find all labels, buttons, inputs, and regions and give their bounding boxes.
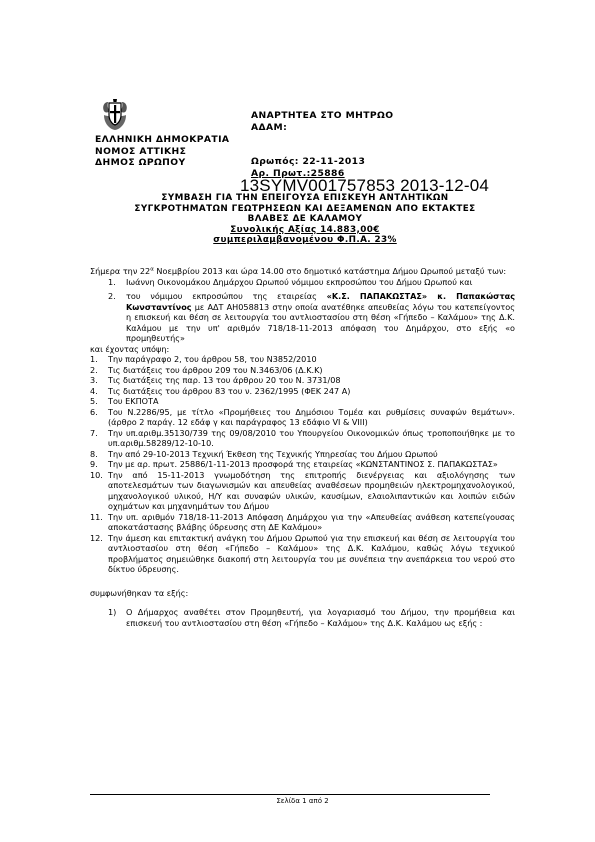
protocol-number: Αρ. Πρωτ.:25886 bbox=[251, 168, 345, 179]
party-item: 2. του νόμιμου εκπροσώπου της εταιρείας «Κ.Σ. ΠΑΠΑΚΩΣΤΑΣ» κ. Παπακώστας Κωνσταντίνος με ΑΔΤ ΑΗ058813 στην οποία ανατέθηκε απευθείας λόγω του κατεπείγοντος η επισκευή και θέση σε λειτουργία του αντλιοστασίου στη θέση «Γήπεδο – Καλάμου» της Δ.Κ. Καλάμου με την υπ' αριθμόν 718/18-11-2013 απόφαση του Δημάρχου, στο εξής «ο προμηθευτής» bbox=[108, 291, 515, 343]
publish-note: ΑΝΑΡΤΗΤΕΑ ΣΤΟ ΜΗΤΡΩΟ bbox=[251, 110, 394, 121]
consideration-item: 9. Την με αρ. πρωτ. 25886/1-11-2013 προσφορά της εταιρείας «ΚΩΝΣΤΑΝΤΙΝΟΣ Σ. ΠΑΠΑΚΩΣΤΑΣ» bbox=[90, 459, 498, 469]
org-line-prefecture: ΝΟΜΟΣ ΑΤΤΙΚΗΣ bbox=[95, 145, 187, 157]
total-value: Συνολικής Αξίας 14.883,00€ bbox=[230, 224, 380, 235]
vat-note: συμπεριλαμβανομένου Φ.Π.Α. 23% bbox=[213, 235, 397, 245]
consideration-item: 1. Την παράγραφο 2, του άρθρου 58, του Ν3852/2010 bbox=[90, 354, 317, 364]
consideration-item: 8. Την από 29-10-2013 Τεχνική Έκθεση της Τεχνικής Υπηρεσίας του Δήμου Ωρωπού bbox=[90, 448, 438, 459]
party-item: 1. Ιωάννη Οικονομάκου Δημάρχου Ωρωπού νόμιμου εκπροσώπου του Δήμου Ωρωπού και bbox=[108, 276, 473, 287]
having-in-view: και έχοντας υπόψη: bbox=[90, 343, 170, 354]
title-line-3: ΒΛΑΒΕΣ ΔΕ ΚΑΛΑΜΟΥ bbox=[247, 214, 363, 224]
footer-divider bbox=[90, 794, 490, 795]
consideration-item: 3. Τις διατάξεις της παρ. 13 του άρθρου 20 του Ν. 3731/08 bbox=[90, 375, 341, 385]
clause-item: 1) Ο Δήμαρχος αναθέτει στον Προμηθευτή, για λογαριασμό του Δήμου, την προμήθεια και επισκευή του αντλιοστασίου στη θέση «Γήπεδο – Καλάμου» της Δ.Κ. Καλάμου ως εξής : bbox=[108, 607, 515, 628]
ada-label: ΑΔΑΜ: bbox=[251, 122, 288, 133]
agreed-line: συμφωνήθηκαν τα εξής: bbox=[90, 587, 189, 598]
consideration-item: 6. Του Ν.2286/95, με τίτλο «Προμήθειες του Δημόσιου Τομέα και ρυθμίσεις συναφών θεμάτων». (άρθρο 2 παράγ. 12 εδάφ γ και παράγραφος 13 εδάφιο VI & VIII) bbox=[90, 406, 515, 427]
consideration-item: 2. Τις διατάξεις του άρθρου 209 του Ν.3463/06 (Δ.Κ.Κ) bbox=[90, 364, 323, 375]
place-date: Ωρωπός: 22-11-2013 bbox=[251, 156, 366, 167]
consideration-item: 5. Του ΕΚΠΟΤΑ bbox=[90, 396, 159, 406]
consideration-item: 12. Την άμεση και επιτακτική ανάγκη του Δήμου Ωρωπού για την επισκευή και θέση σε λειτουργία του αντλιοστασίου στη θέση «Γήπεδο – Καλάμου» της Δ.Κ. Καλάμου, καθώς λόγω τεχνικού προβλήματος σημειώθηκε διακοπή στη λειτουργία του με συνέπεια την ανεπάρκεια του νερού στο δίκτυο ύδρευσης. bbox=[90, 532, 515, 574]
document-title bbox=[95, 193, 515, 246]
consideration-item: 10. Την από 15-11-2013 γνωμοδότηση της επιτροπής διενέργειας και αξιολόγησης των αποτελεσμάτων των διαγωνισμών και απευθείας αναθέσεων προμηθειών ηλεκτρομηχανολογικού, μηχανολογικού υλικού, Η/Υ και συναφών υλικών, καυσίμων, ελαιολιπαντικών και λοιπών ειδών οχημάτων και μηχανημάτων του Δήμου bbox=[90, 469, 515, 511]
page-number: Σελίδα 1 από 2 bbox=[276, 797, 329, 805]
contract-body bbox=[90, 266, 515, 628]
title-line-2: ΣΥΓΚΡΟΤΗΜΑΤΩΝ ΓΕΩΤΡΗΣΕΩΝ ΚΑΙ ΔΕΞΑΜΕΝΩΝ ΑΠΟ ΕΚΤΑΚΤΕΣ bbox=[134, 203, 476, 214]
issuing-authority bbox=[95, 134, 229, 169]
registry-info bbox=[251, 110, 393, 180]
greek-coat-of-arms-icon bbox=[100, 97, 130, 131]
title-line-1: ΣΥΜΒΑΣΗ ΓΙΑ ΤΗΝ ΕΠΕΙΓΟΥΣΑ ΕΠΙΣΚΕΥΗ ΑΝΤΛΗΤΙΚΩΝ bbox=[161, 193, 449, 203]
org-line-republic: ΕΛΛΗΝΙΚΗ ΔΗΜΟΚΡΑΤΙΑ bbox=[95, 134, 230, 145]
consideration-item: 4. Τις διατάξεις του άρθρου 83 του ν. 2362/1995 (ΦΕΚ 247 Α) bbox=[90, 385, 351, 396]
intro-paragraph: Σήμερα την $22^\alpha$ Νοεμβρίου 2013 και ώρα 14.00 στο δημοτικό κατάστημα Δήμου Ωρωπού μεταξύ των: bbox=[90, 266, 507, 276]
consideration-item: 7. Την υπ.αριθμ.35130/739 της 09/08/2010 του Υπουργείου Οικονομικών όπως τροποποιήθηκε με το υπ.αριθμ.58289/12-10-10. bbox=[90, 427, 515, 448]
org-line-municipality: ΔΗΜΟΣ ΩΡΩΠΟΥ bbox=[95, 157, 186, 168]
consideration-item: 11. Την υπ. αριθμόν 718/18-11-2013 Απόφαση Δημάρχου για την «Απευθείας ανάθεση κατεπείγουσας αποκατάστασης βλάβης ύδρευσης στη ΔΕ Καλάμου» bbox=[90, 511, 515, 532]
ada-stamp: 13SYMV001757853 2013-12-04 bbox=[240, 176, 490, 195]
